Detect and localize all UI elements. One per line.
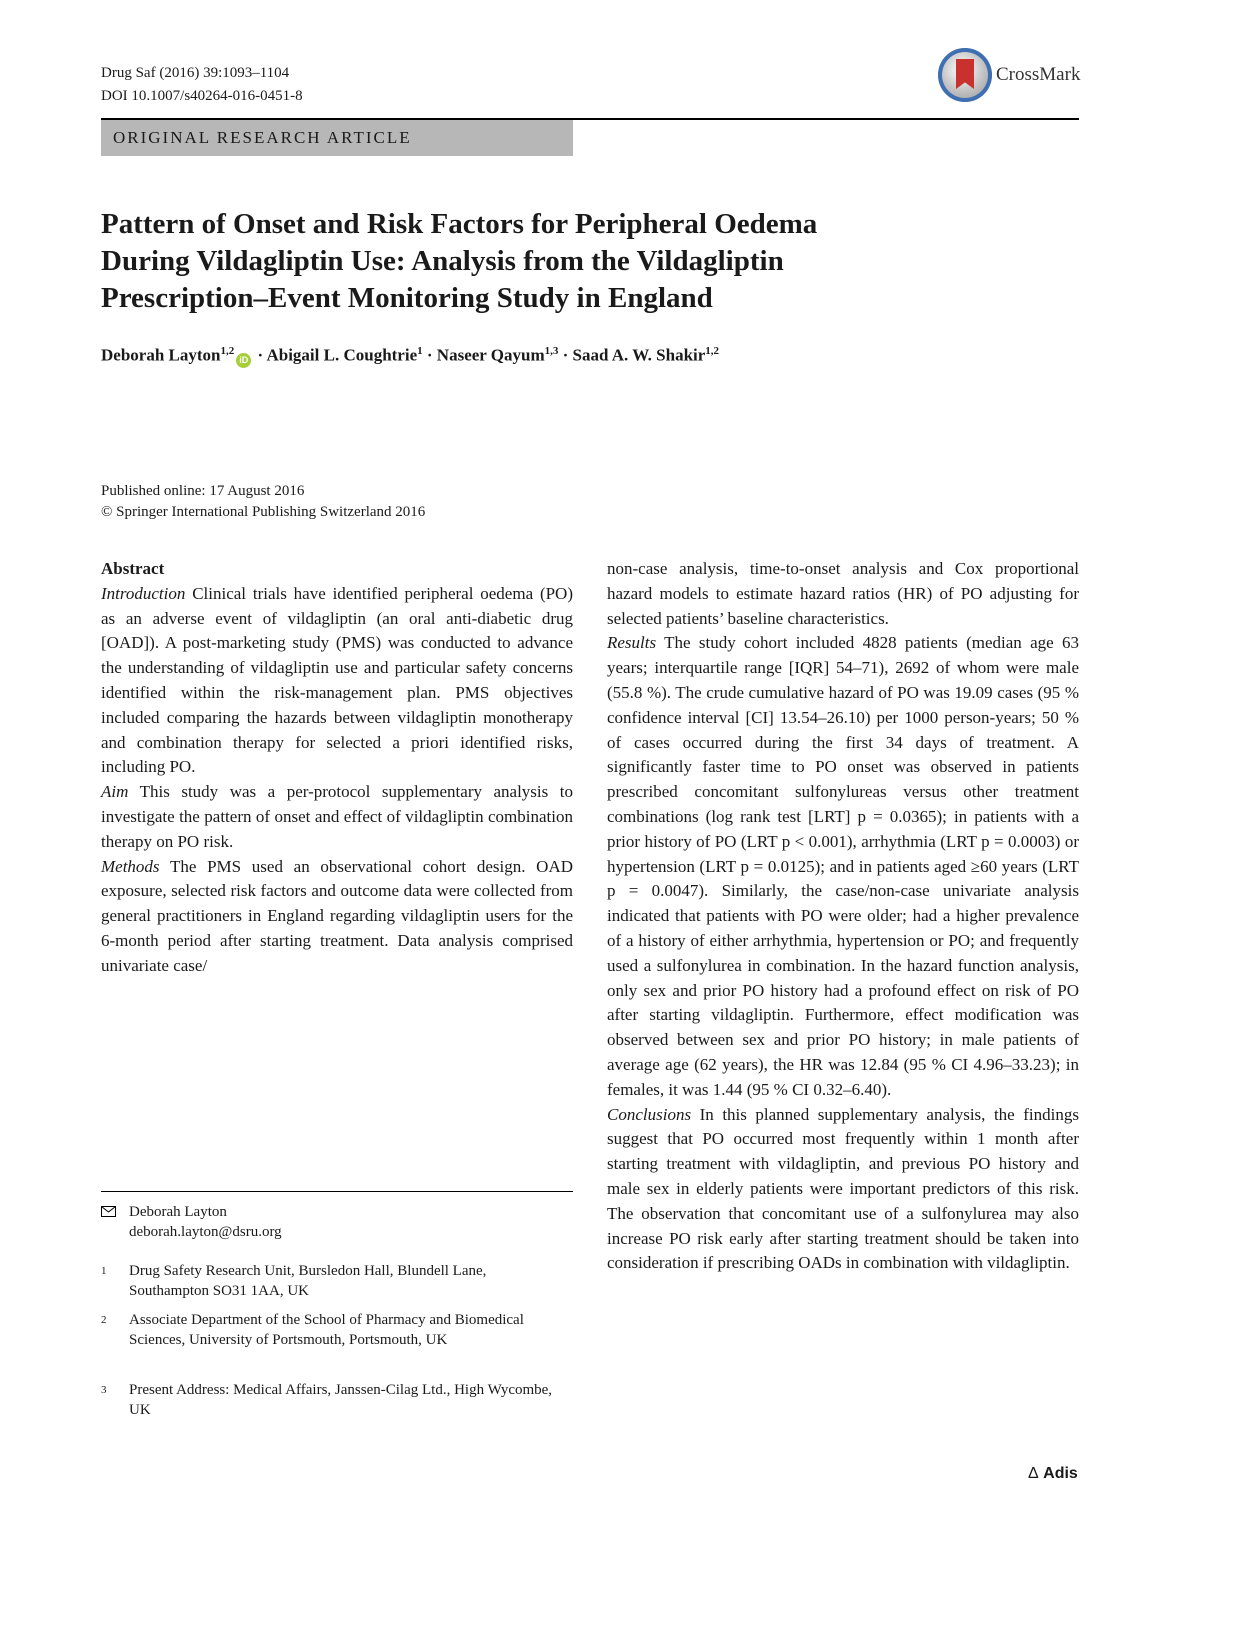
footnote-number: 3 [101, 1384, 107, 1396]
author-name[interactable]: Abigail L. Coughtrie [266, 345, 418, 365]
title-line: During Vildagliptin Use: Analysis from the Vildagliptin [101, 245, 784, 277]
envelope-icon [101, 1206, 116, 1217]
author-separator: · [253, 345, 267, 365]
section-label: Aim [101, 782, 129, 802]
affiliation-footnote [101, 1380, 573, 1424]
author-affiliation-mark: 1,2 [220, 345, 235, 357]
aim-text: This study was a per-protocol supplementary analysis to investigate the pattern of onset and effect of vildagliptin combination therapy on PO risk. [101, 782, 573, 851]
publisher-logo [1028, 1465, 1078, 1483]
author-affiliation-mark: 1,2 [705, 345, 720, 357]
methods-continued: non-case analysis, time-to-onset analysis and Cox proportional hazard models to estimate hazard ratios (HR) of PO adjusting for selected patients’ baseline characteristics. [607, 559, 1079, 628]
corresponding-author [101, 1202, 573, 1246]
affiliation-footnote [101, 1310, 573, 1374]
journal-citation [101, 62, 303, 108]
abstract-introduction [101, 582, 573, 780]
section-label: Introduction [101, 583, 186, 603]
introduction-text: Clinical trials have identified peripheral oedema (PO) as an adverse event of vildagliptin (an oral anti-diabetic drug [OAD]). A post-marketing study (PMS) was conducted to advance the understanding of vildagliptin use and particular safety concerns identified within the risk-management plan. PMS objectives included comparing the hazards between vildagliptin monotherapy and combination therapy for selected a priori identified risks, including PO. [101, 583, 573, 777]
section-label: Results [607, 633, 657, 653]
title-line: Prescription–Event Monitoring Study in England [101, 282, 713, 314]
affiliation-text: Associate Department of the School of Pharmacy and Biomedical Sciences, University of Portsmouth, Portsmouth, UK [129, 1312, 524, 1348]
abstract-methods [101, 855, 573, 979]
journal-line: Drug Saf (2016) 39:1093–1104 [101, 65, 290, 81]
article-type-banner: ORIGINAL RESEARCH ARTICLE [101, 120, 573, 156]
author-name[interactable]: Deborah Layton [101, 345, 221, 365]
abstract-right-column [607, 557, 1079, 1276]
author-affiliation-mark: 1,3 [544, 345, 559, 357]
abstract-heading: Abstract [101, 559, 165, 578]
methods-text: The PMS used an observational cohort design. OAD exposure, selected risk factors and outcome data were collected from general practitioners in England regarding vildagliptin users for the 6-month period after starting treatment. Data analysis comprised univariate case/ [101, 856, 573, 975]
abstract-aim [101, 780, 573, 854]
footnote-rule [101, 1191, 573, 1192]
abstract-conclusions [607, 1103, 1079, 1277]
results-text: The study cohort included 4828 patients (median age 63 years; interquartile range [IQR] 54–71), 2692 of whom were male (55.8 %). The crude cumulative hazard of PO was 19.09 cases (95 % confidence interval [CI] 13.54–26.10) per 1000 person-years; 50 % of cases occurred during the first 34 days of treatment. A significantly faster time to PO onset was observed in patients prescribed concomitant sulfonylureas versus other treatment combinations (log rank test [LRT] p = 0.0365); in patients with a prior history of PO (LRT p < 0.001), arrhythmia (LRT p = 0.0003) or hypertension (LRT p = 0.0125); and in patients aged ≥60 years (LRT p = 0.0047). Similarly, the case/non-case univariate analysis indicated that patients with PO were older; had a higher prevalence of a history of either arrhythmia, hypertension or PO; and frequently used a sulfonylurea in combination. In the hazard function analysis, only sex and prior PO history had a profound effect on risk of PO after starting vildagliptin. Furthermore, effect modification was observed between sex and prior PO history; in male patients of average age (62 years), the HR was 12.84 (95 % CI 4.96–33.23); in females, it was 1.44 (95 % CI 0.32–6.40). [607, 633, 1079, 1099]
author-affiliation-mark: 1 [417, 345, 423, 357]
section-label: Methods [101, 856, 160, 876]
publication-info [101, 481, 425, 523]
author-list [101, 345, 719, 368]
orcid-icon[interactable]: iD [236, 353, 251, 368]
title-line: Pattern of Onset and Risk Factors for Peripheral Oedema [101, 208, 818, 240]
abstract-results [607, 631, 1079, 1102]
author-separator: · [558, 345, 573, 365]
affiliation-text: Drug Safety Research Unit, Bursledon Hall, Blundell Lane, Southampton SO31 1AA, UK [129, 1263, 487, 1299]
author-name[interactable]: Naseer Qayum [436, 345, 545, 365]
crossmark-badge[interactable] [938, 48, 1083, 104]
affiliation-text: Present Address: Medical Affairs, Janssen-Cilag Ltd., High Wycombe, UK [129, 1382, 553, 1418]
abstract-left-column [101, 557, 573, 979]
doi-line: DOI 10.1007/s40264-016-0451-8 [101, 88, 303, 104]
footnote-number: 1 [101, 1265, 107, 1277]
author-name[interactable]: Saad A. W. Shakir [572, 345, 706, 365]
adis-logo-icon: Δ [1028, 1465, 1039, 1482]
affiliation-footnote [101, 1261, 573, 1305]
contact-email[interactable]: deborah.layton@dsru.org [129, 1224, 282, 1240]
copyright-line: © Springer International Publishing Switzerland 2016 [101, 504, 426, 520]
crossmark-label: CrossMark [996, 64, 1081, 85]
article-title [101, 206, 981, 317]
conclusions-text: In this planned supplementary analysis, the findings suggest that PO occurred most frequently within 1 month after starting treatment with vildagliptin, and previous PO history and male sex in elderly patients were important predictors of this risk. The observation that concomitant use of a sulfonylurea may also increase PO risk early after starting treatment should be taken into consideration if prescribing OADs in combination with vildagliptin. [607, 1104, 1079, 1273]
section-label: Conclusions [607, 1104, 692, 1124]
published-date: Published online: 17 August 2016 [101, 483, 305, 499]
contact-name: Deborah Layton [129, 1204, 227, 1220]
footnote-number: 2 [101, 1314, 107, 1326]
publisher-name: Adis [1043, 1465, 1078, 1482]
author-separator: · [422, 345, 437, 365]
